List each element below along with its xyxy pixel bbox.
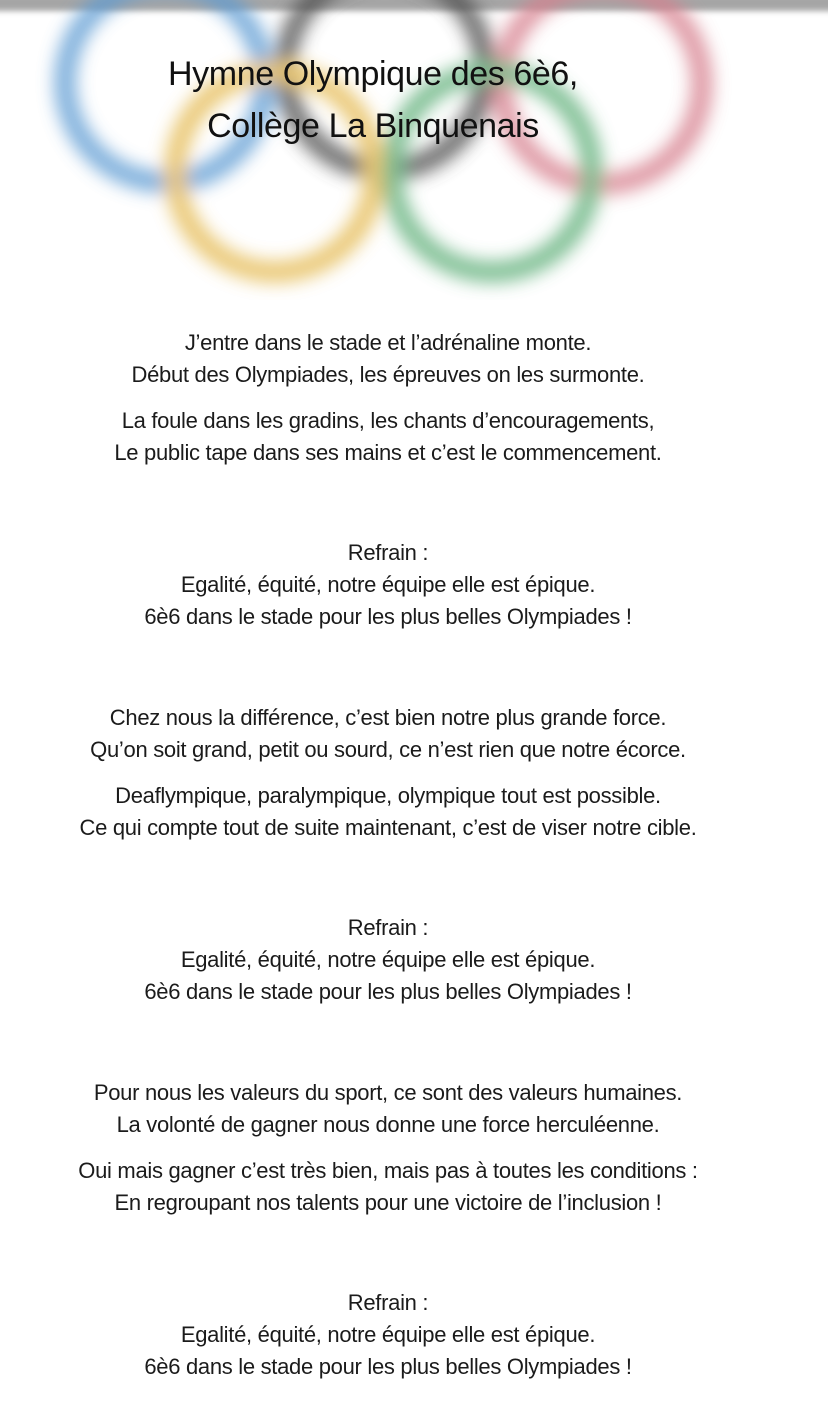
lyric-line: Début des Olympiades, les épreuves on les surmonte. <box>131 362 645 387</box>
lyric-line: Egalité, équité, notre équipe elle est épique. <box>180 1322 596 1347</box>
stanza-verse-1 <box>0 327 776 391</box>
document-title <box>0 48 746 152</box>
lyrics-body <box>0 327 776 1383</box>
lyric-line: Deaflympique, paralympique, olympique tout est possible. <box>115 783 661 808</box>
lyric-line: 6è6 dans le stade pour les plus belles Olympiades ! <box>144 979 632 1004</box>
stanza-refrain-2 <box>0 912 776 1008</box>
lyric-line: Chez nous la différence, c’est bien notre plus grande force. <box>109 705 667 730</box>
refrain-label: Refrain : <box>347 1290 429 1315</box>
lyric-line: 6è6 dans le stade pour les plus belles Olympiades ! <box>144 1354 632 1379</box>
refrain-label: Refrain : <box>347 540 429 565</box>
lyric-line: La foule dans les gradins, les chants d’encouragements, <box>121 408 655 433</box>
lyric-line: En regroupant nos talents pour une victoire de l’inclusion ! <box>114 1190 662 1215</box>
header-banner <box>0 0 828 300</box>
stanza-verse-4 <box>0 780 776 844</box>
title-line-1: Hymne Olympique des 6è6, <box>168 55 578 93</box>
refrain-label: Refrain : <box>347 915 429 940</box>
lyric-line: 6è6 dans le stade pour les plus belles Olympiades ! <box>144 604 632 629</box>
lyric-line: Oui mais gagner c’est très bien, mais pas à toutes les conditions : <box>78 1158 698 1183</box>
stanza-refrain-3 <box>0 1287 776 1383</box>
lyric-line: Ce qui compte tout de suite maintenant, c’est de viser notre cible. <box>79 815 697 840</box>
lyric-line: Qu’on soit grand, petit ou sourd, ce n’est rien que notre écorce. <box>90 737 686 762</box>
stanza-verse-2 <box>0 405 776 469</box>
stanza-verse-3 <box>0 702 776 766</box>
lyric-line: La volonté de gagner nous donne une force herculéenne. <box>116 1112 660 1137</box>
title-line-2: Collège La Binquenais <box>207 107 539 145</box>
lyric-line: Le public tape dans ses mains et c’est le commencement. <box>114 440 662 465</box>
lyric-line: Egalité, équité, notre équipe elle est épique. <box>180 947 596 972</box>
stanza-verse-6 <box>0 1155 776 1219</box>
lyric-line: J’entre dans le stade et l’adrénaline monte. <box>184 330 592 355</box>
stanza-verse-5 <box>0 1077 776 1141</box>
lyric-line: Egalité, équité, notre équipe elle est épique. <box>180 572 596 597</box>
lyric-line: Pour nous les valeurs du sport, ce sont des valeurs humaines. <box>93 1080 683 1105</box>
stanza-refrain-1 <box>0 537 776 633</box>
